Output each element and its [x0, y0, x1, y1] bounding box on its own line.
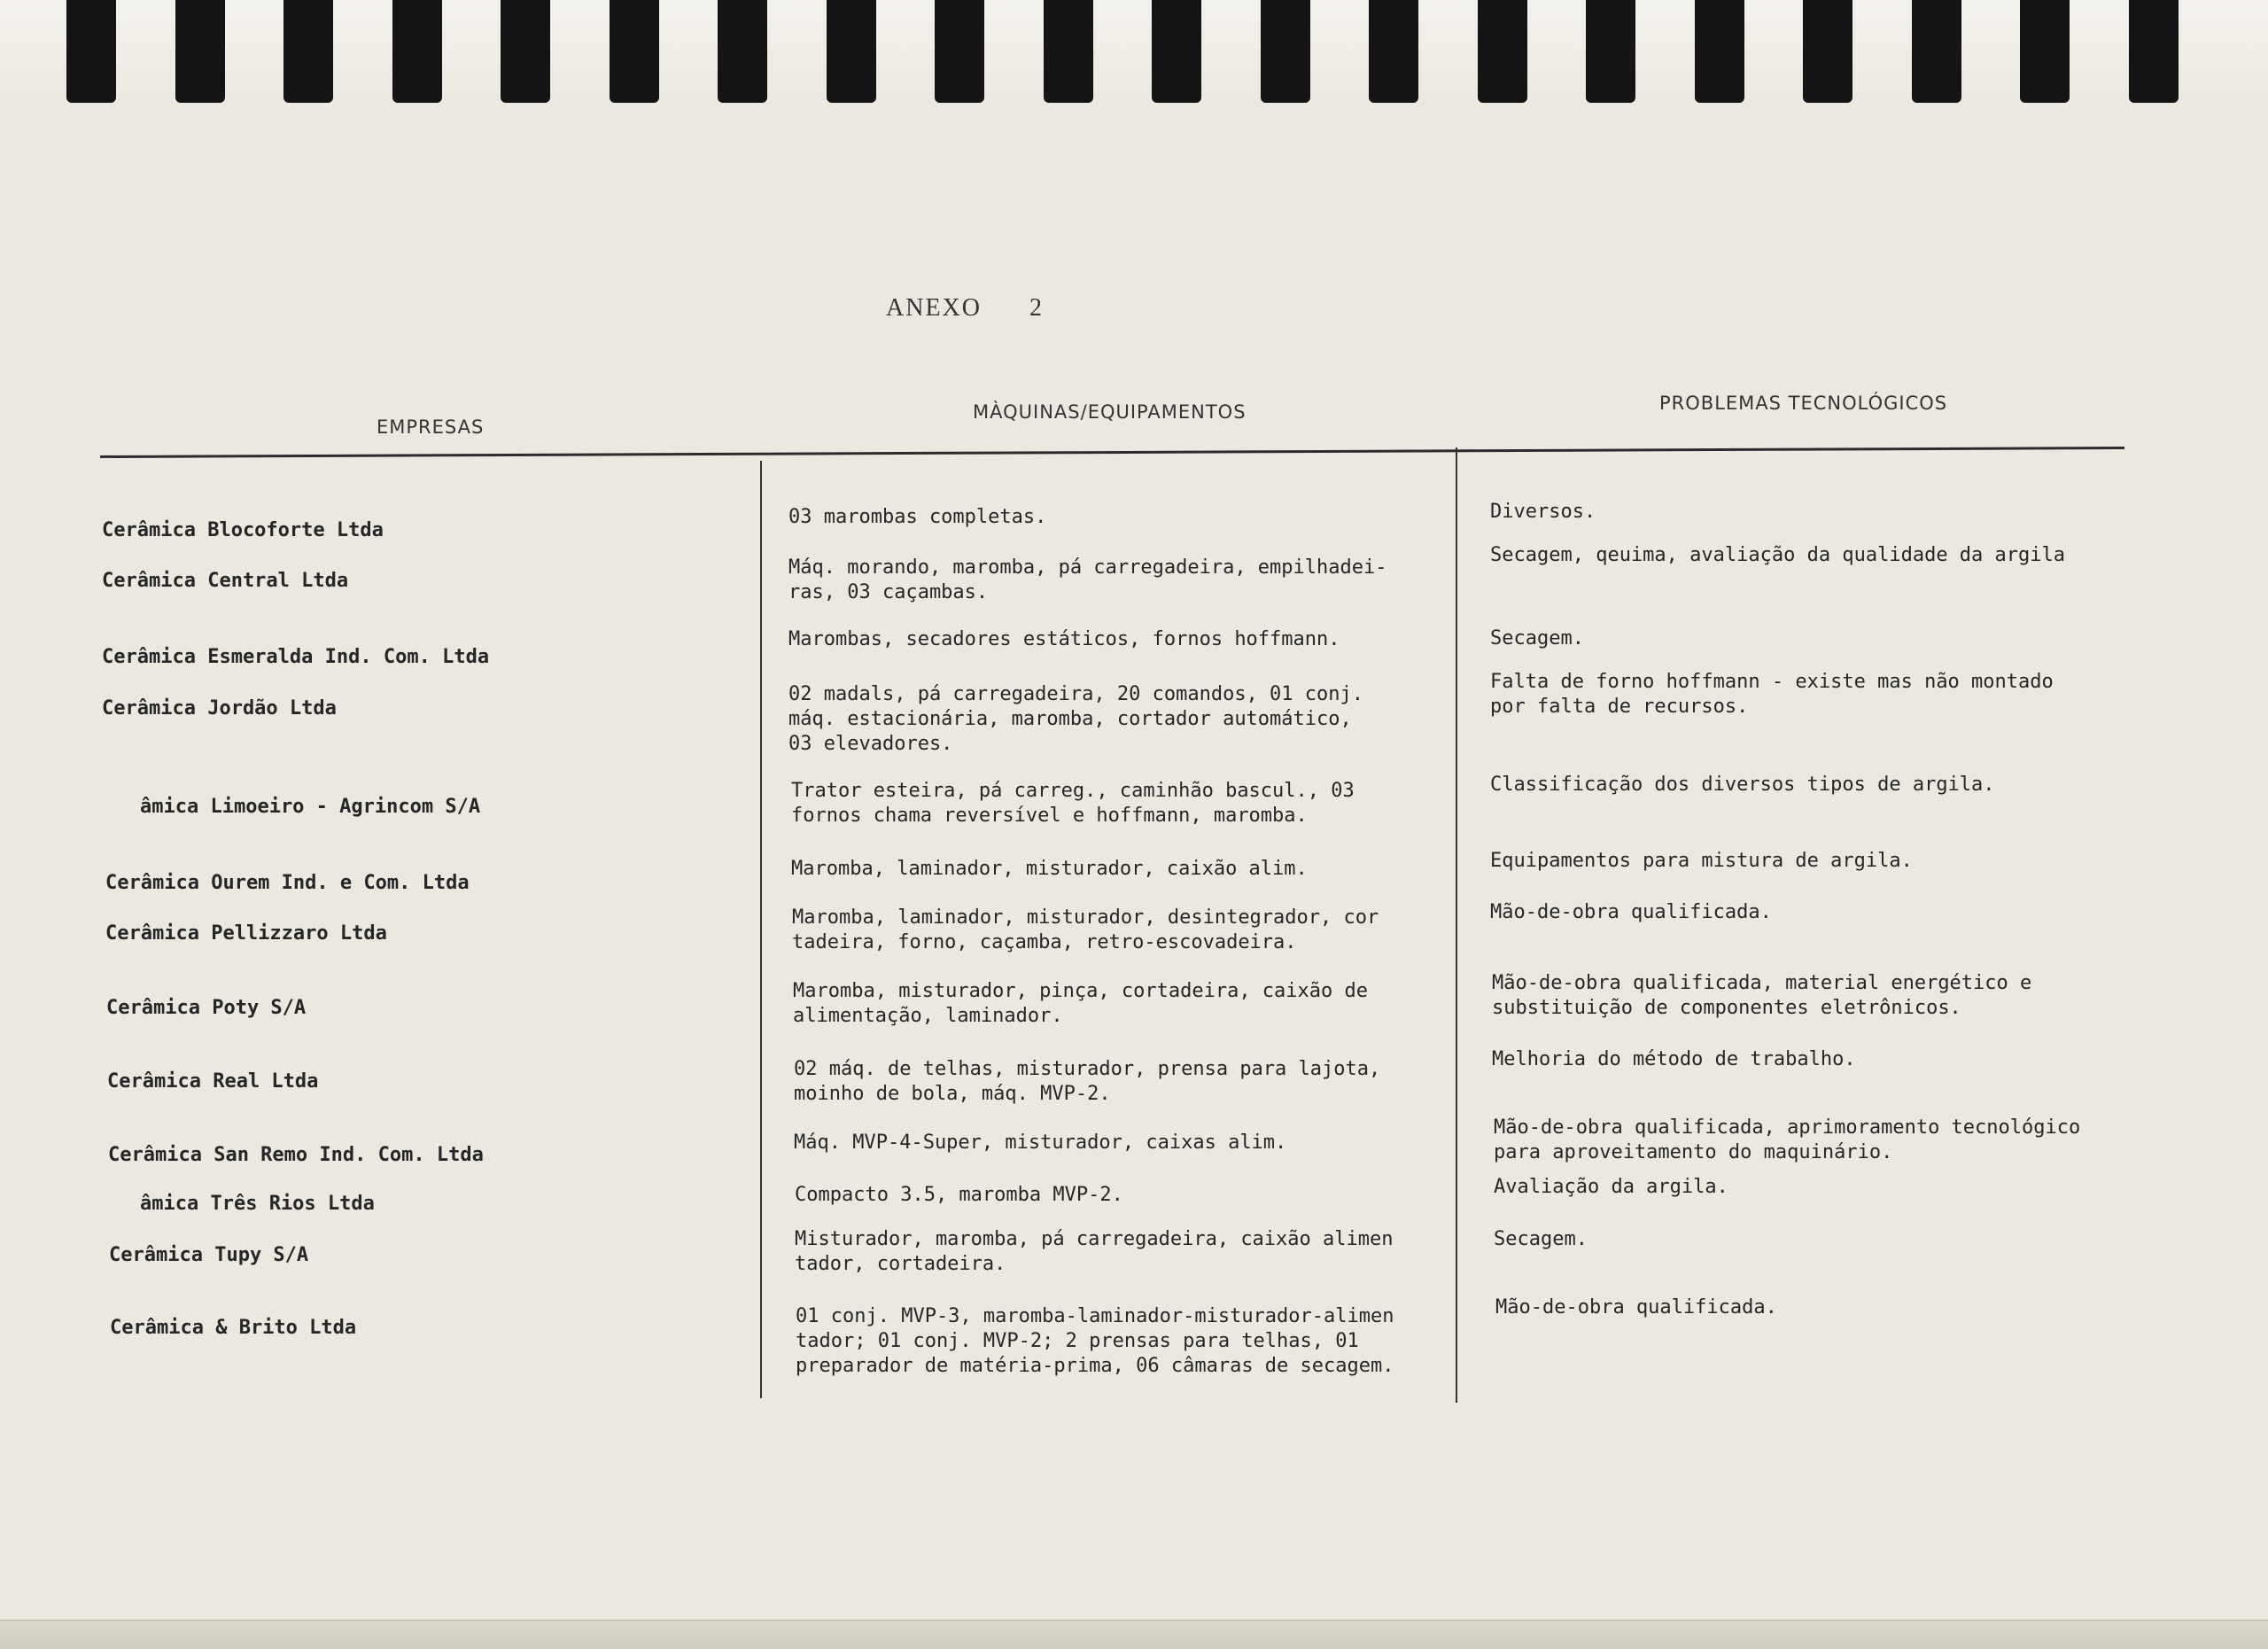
- row-2-maquinas: Máq. morando, maromba, pá carregadeira, empilhadei- ras, 03 caçambas.: [788, 556, 1387, 603]
- binding-ring: [1044, 0, 1093, 103]
- row-5-maquinas: Trator esteira, pá carreg., caminhão bascul., 03 fornos chama reversível e hoffmann, maromba.: [791, 780, 1355, 827]
- row-6-problemas: Equipamentos para mistura de argila.: [1490, 850, 1913, 872]
- binding-ring: [827, 0, 876, 103]
- binding-ring: [1803, 0, 1852, 103]
- row-13-empresa: Cerâmica & Brito Ltda: [110, 1317, 357, 1339]
- page-title: ANEXO 2: [886, 294, 1044, 322]
- binding-ring: [2020, 0, 2070, 103]
- binding-ring: [501, 0, 550, 103]
- header-empresas: EMPRESAS: [377, 416, 485, 438]
- row-11-maquinas: Compacto 3.5, maromba MVP-2.: [795, 1184, 1123, 1206]
- row-9-maquinas: 02 máq. de telhas, misturador, prensa para lajota, moinho de bola, máq. MVP-2.: [794, 1058, 1381, 1105]
- row-2-empresa: Cerâmica Central Ltda: [102, 570, 349, 592]
- row-3-empresa: Cerâmica Esmeralda Ind. Com. Ltda: [102, 646, 490, 668]
- binding-ring: [175, 0, 225, 103]
- row-12-maquinas: Misturador, maromba, pá carregadeira, caixão alimen tador, cortadeira.: [795, 1228, 1394, 1275]
- row-3-problemas: Secagem.: [1490, 627, 1584, 649]
- row-8-problemas: Mão-de-obra qualificada, material energético e substituição de componentes eletrônicos.: [1492, 972, 2032, 1019]
- row-7-empresa: Cerâmica Pellizzaro Ltda: [105, 922, 387, 945]
- header-rule: [100, 447, 2124, 458]
- row-10-maquinas: Máq. MVP-4-Super, misturador, caixas alim.: [794, 1132, 1287, 1154]
- row-10-empresa: Cerâmica San Remo Ind. Com. Ltda: [108, 1144, 484, 1166]
- binding-ring: [1695, 0, 1744, 103]
- row-12-empresa: Cerâmica Tupy S/A: [109, 1244, 309, 1266]
- column-divider-2: [1456, 447, 1457, 1403]
- row-11-problemas: Avaliação da argila.: [1494, 1176, 1728, 1198]
- row-4-problemas: Falta de forno hoffmann - existe mas não montado por falta de recursos.: [1490, 671, 2054, 718]
- binding-ring: [935, 0, 984, 103]
- row-9-empresa: Cerâmica Real Ltda: [107, 1070, 319, 1093]
- row-7-maquinas: Maromba, laminador, misturador, desintegrador, cor tadeira, forno, caçamba, retro-escovadeira.: [792, 906, 1379, 953]
- row-8-empresa: Cerâmica Poty S/A: [106, 997, 307, 1019]
- row-1-problemas: Diversos.: [1490, 501, 1596, 523]
- binding-ring: [1586, 0, 1635, 103]
- spiral-binding: [0, 0, 2268, 106]
- binding-ring: [392, 0, 442, 103]
- binding-ring: [1261, 0, 1310, 103]
- row-9-problemas: Melhoria do método de trabalho.: [1492, 1048, 1856, 1070]
- binding-ring: [718, 0, 767, 103]
- row-1-empresa: Cerâmica Blocoforte Ltda: [102, 519, 384, 541]
- row-13-problemas: Mão-de-obra qualificada.: [1495, 1296, 1777, 1318]
- row-7-problemas: Mão-de-obra qualificada.: [1490, 901, 1772, 923]
- binding-ring: [1478, 0, 1527, 103]
- header-maquinas: MÀQUINAS/EQUIPAMENTOS: [973, 401, 1247, 423]
- binding-ring: [66, 0, 116, 103]
- row-12-problemas: Secagem.: [1494, 1228, 1588, 1250]
- binding-ring: [610, 0, 659, 103]
- header-problemas: PROBLEMAS TECNOLÓGICOS: [1659, 393, 1948, 414]
- binding-ring: [1369, 0, 1418, 103]
- column-divider-1: [760, 461, 762, 1398]
- binding-ring: [284, 0, 333, 103]
- page-bottom-edge: [0, 1620, 2268, 1649]
- row-2-problemas: Secagem, qeuima, avaliação da qualidade da argila: [1490, 544, 2066, 566]
- row-8-maquinas: Maromba, misturador, pinça, cortadeira, caixão de alimentação, laminador.: [793, 980, 1369, 1027]
- row-4-empresa: Cerâmica Jordão Ltda: [102, 697, 337, 719]
- row-5-empresa: âmica Limoeiro - Agrincom S/A: [140, 796, 481, 818]
- row-6-empresa: Cerâmica Ourem Ind. e Com. Ltda: [105, 872, 470, 894]
- row-13-maquinas: 01 conj. MVP-3, maromba-laminador-misturador-alimen tador; 01 conj. MVP-2; 2 prensas para telhas, 01 preparador de matéria-prima, 06 câmaras de secagem.: [796, 1305, 1394, 1377]
- binding-ring: [1152, 0, 1201, 103]
- binding-ring: [2129, 0, 2179, 103]
- row-6-maquinas: Maromba, laminador, misturador, caixão alim.: [791, 858, 1308, 880]
- row-5-problemas: Classificação dos diversos tipos de argila.: [1490, 774, 1995, 796]
- row-10-problemas: Mão-de-obra qualificada, aprimoramento tecnológico para aproveitamento do maquinário.: [1494, 1116, 2081, 1163]
- row-4-maquinas: 02 madals, pá carregadeira, 20 comandos, 01 conj. máq. estacionária, maromba, cortador automático, 03 elevadores.: [788, 683, 1364, 755]
- row-11-empresa: âmica Três Rios Ltda: [140, 1193, 375, 1215]
- row-1-maquinas: 03 marombas completas.: [788, 506, 1047, 528]
- row-3-maquinas: Marombas, secadores estáticos, fornos hoffmann.: [788, 628, 1340, 650]
- binding-ring: [1912, 0, 1961, 103]
